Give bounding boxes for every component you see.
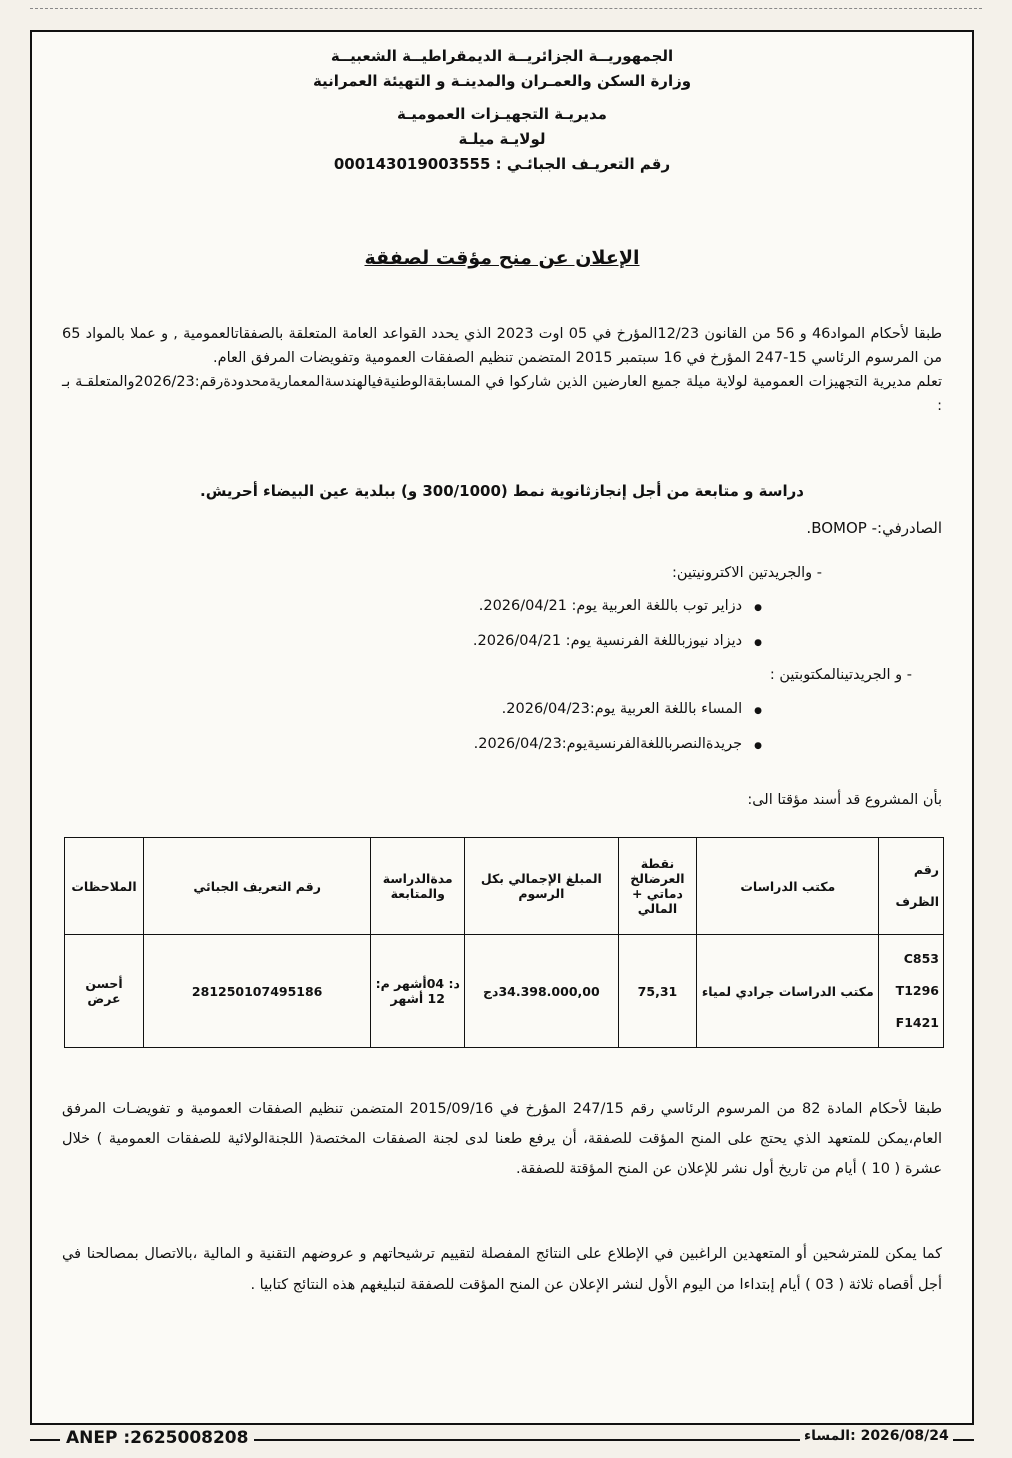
top-dashed-line — [30, 8, 982, 9]
table-row — [65, 935, 944, 1048]
results-paragraph: كما يمكن للمترشحين أو المتعهدين الراغبين في الإطلاع على النتائج المفصلة لتقييم ترشيحاتهم و عروضهم التقنية و المالية ،بالاتصال بمصالحنا في أجل أقصاه ثلاثة ( 03 ) أيام إبتداءا من اليوم الأول لنشر الإعلان عن المنح المؤقت للصفقة لتبليغهم هذه النتائج كتابيا . — [62, 1246, 942, 1293]
cell-tax-id: 281250107495186 — [143, 935, 370, 1048]
republic-name: الجمهوريــة الجزائريــة الديمقراطيــة الشعبيــة — [330, 47, 674, 65]
intro-line-1: طبقا لأحكام المواد46 و 56 من القانون 12/23المؤرخ في 05 اوت 2023 الذي يحدد القواعد العامة المتعلقة بالصفقاتالعمومية , و عملا بالمواد 65 من المرسوم الرئاسي 15-247 المؤرخ في 16 سبتمبر 2015 المتضمن تنظيم الصفقات العمومية وتفويضات المرفق العام. — [62, 326, 942, 366]
envelope-code: T1296 — [895, 983, 939, 998]
header-amount: المبلغ الإجمالي بكل الرسوم — [465, 838, 619, 935]
directorate-name: مديريـة التجهيـزات العموميـة — [397, 105, 607, 123]
header-tax-id: رقم التعريف الجبائي — [143, 838, 370, 935]
cell-score: 75,31 — [618, 935, 697, 1048]
appeal-paragraph: طبقا لأحكام المادة 82 من المرسوم الرئاسي رقم 247/15 المؤرخ في 2015/09/16 المتضمن تنظيم الصفقات العمومية و تفويضـات المرفق العام،يمكن للمتعهد الذي يحتج على المنح المؤقت للصفقة، أن يرفع طعنا لدى لجنة الصفقات المختصة( اللجنةالولائية للصفقات العمومية ) خلال عشرة ( 10 ) أيام من تاريخ أول نشر للإعلان عن المنح المؤقتة للصفقة. — [62, 1101, 943, 1177]
header — [32, 44, 972, 177]
header-envelope: رقم الظرف — [879, 838, 944, 935]
list-item: ● جريدةالنصرباللغةالفرنسيةيوم:2026/04/23. — [474, 727, 762, 762]
header-duration: مدةالدراسة والمتابعة — [371, 838, 465, 935]
print-newspapers-list — [474, 692, 762, 762]
assignment-line: بأن المشروع قد أسند مؤقتا الى: — [747, 792, 942, 808]
electronic-newspapers-list — [473, 589, 762, 659]
envelope-code: F1421 — [895, 1015, 939, 1030]
cell-notes: أحسن عرض — [65, 935, 144, 1048]
announcement-frame — [30, 30, 974, 1425]
cell-amount: 34.398.000,00دج — [465, 935, 619, 1048]
wilaya-name: لولايـة ميلـة — [458, 130, 546, 148]
list-item: ● المساء باللغة العربية يوم:2026/04/23. — [474, 692, 762, 727]
intro-paragraph — [62, 322, 942, 418]
anep-number: ANEP :2625008208 — [60, 1428, 254, 1448]
award-table — [64, 837, 944, 1048]
electronic-newspapers-label: - والجريدتين الاكترونيتين: — [671, 565, 822, 581]
cell-envelope — [879, 935, 944, 1048]
intro-line-2: تعلم مديرية التجهيزات العمومية لولاية ميلة جميع العارضين الذين شاركوا في المسابقةالوطنيةفيالهندسةالمعماريةمحدودةرقم:2026/23والمتعلقـة بـ : — [62, 374, 942, 414]
print-newspapers-label: - و الجريدتينالمكتوبتين : — [769, 667, 912, 683]
list-item: ● دزاير توب باللغة العربية يوم: 2026/04/21. — [473, 589, 762, 624]
cell-duration: د: 04أشهر م: 12 أشهر — [371, 935, 465, 1048]
header-office: مكتب الدراسات — [697, 838, 879, 935]
project-subject: دراسة و متابعة من أجل إنجازثانوية نمط (300/1000 و) ببلدية عين البيضاء أحريش. — [200, 482, 804, 500]
list-item: ● ديزاد نيوزباللغة الفرنسية يوم: 2026/04/21. — [473, 624, 762, 659]
tax-id: رقم التعريـف الجبائـي : 000143019003555 — [333, 155, 671, 173]
table-header-row — [65, 838, 944, 935]
publisher-line: الصادرفي:- BOMOP. — [806, 519, 942, 537]
publication-date: 2026/08/24 :المساء — [800, 1428, 953, 1444]
ministry-name: وزارة السكن والعمـران والمدينـة و التهيئة العمرانية — [312, 72, 692, 90]
cell-office: مكتب الدراسات جرادي لمياء — [697, 935, 879, 1048]
header-notes: الملاحظات — [65, 838, 144, 935]
announcement-title: الإعلان عن منح مؤقت لصفقة — [364, 247, 640, 269]
envelope-code: C853 — [903, 951, 939, 966]
header-score: نقطة العرضالخ دماتي + المالي — [618, 838, 697, 935]
footer — [30, 1428, 974, 1450]
